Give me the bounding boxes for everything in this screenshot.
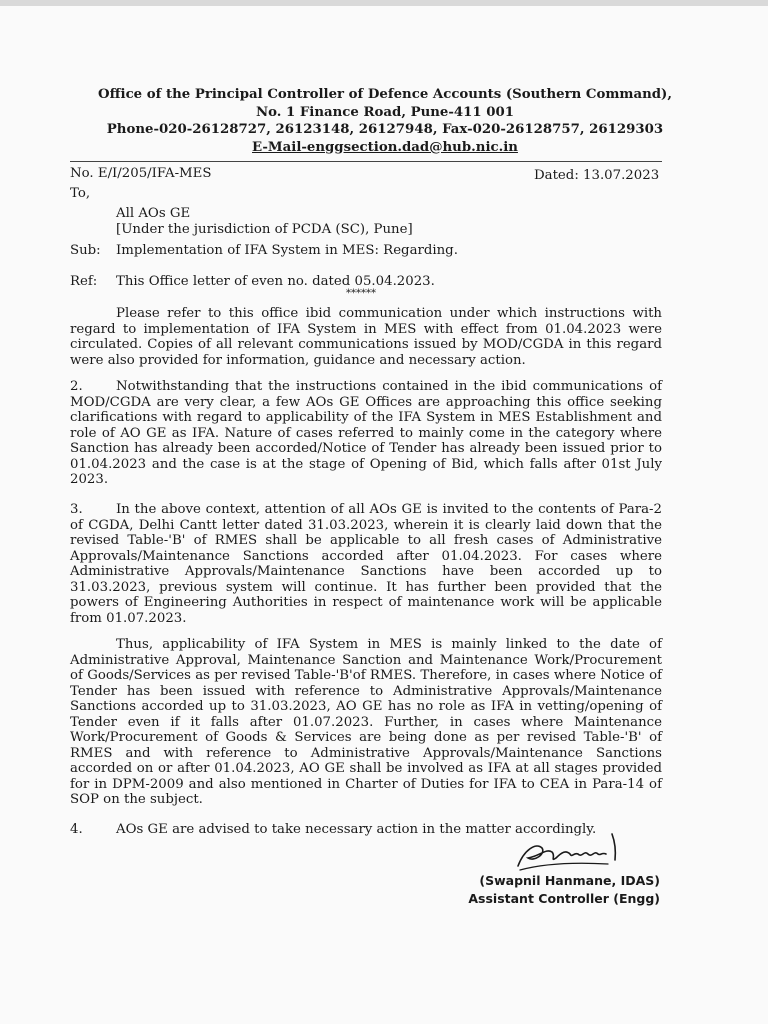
letter-date: Dated: 13.07.2023	[534, 168, 660, 183]
paragraph-5-number: 4.	[70, 822, 83, 837]
office-address: No. 1 Finance Road, Pune-411 001	[255, 104, 515, 120]
subject-label: Sub:	[70, 243, 101, 258]
reference-label: Ref:	[70, 274, 98, 289]
paragraph-3-number: 3.	[70, 502, 83, 517]
header-divider	[70, 161, 662, 162]
paragraph-4: Thus, applicability of IFA System in MES is mainly linked to the date of Administrative Approval, Maintenance Sanction and Maintenance Work/Procurement of Goods/Services as per revised Table-'B'of RMES. Therefore, in cases where Notice of Tender has been issued with reference to Administrative Approvals/Maintenance Sanctions accorded up to 31.03.2023, AO GE has no role as IFA in vetting/opening of Tender even if it falls after 01.07.2023. Further, in cases where Maintenance Work/Procurement of Goods & Services are being done as per revised Table-'B' of RMES and with reference to Administrative Approvals/Maintenance Sanctions accorded on or after 01.04.2023, AO GE shall be involved as IFA at all stages provided for in DPM-2009 and also mentioned in Charter of Duties for IFA to CEA in Para-14 of SOP on the subject.	[70, 637, 662, 807]
paragraph-2-number: 2.	[70, 379, 83, 394]
recipient-line1: All AOs GE	[116, 206, 191, 221]
signature-block	[468, 872, 660, 908]
paragraph-3: In the above context, attention of all AOs GE is invited to the contents of Para-2 of CGDA, Delhi Cantt letter dated 31.03.2023, wherein it is clearly laid down that the revised Table-'B' of RMES shall be applicable to all fresh cases of Administrative Approvals/Maintenance Sanctions accorded after 01.04.2023. For cases where Administrative Approvals/Maintenance Sanctions have been accorded up to 31.03.2023, previous system will continue. It has further been provided that the powers of Engineering Authorities in respect of maintenance work will be applicable from 01.07.2023.	[70, 502, 662, 626]
to-label: To,	[70, 186, 91, 201]
paragraph-1: Please refer to this office ibid communication under which instructions with regard to implementation of IFA System in MES with effect from 01.04.2023 were circulated. Copies of all relevant communications issued by MOD/CGDA in this regard were also provided for information, guidance and necessary action.	[70, 306, 662, 368]
signatory-name: (Swapnil Hanmane, IDAS)	[479, 873, 660, 888]
reference-text: This Office letter of even no. dated 05.04.2023.	[116, 274, 435, 289]
subject-text: Implementation of IFA System in MES: Regarding.	[116, 243, 458, 258]
office-phone: Phone-020-26128727, 26123148, 26127948, Fax-020-26128757, 26129303	[106, 122, 664, 137]
separator: ******	[346, 288, 376, 299]
signatory-designation: Assistant Controller (Engg)	[468, 891, 660, 906]
recipient-line2: [Under the jurisdiction of PCDA (SC), Pune]	[116, 222, 413, 237]
office-name: Office of the Principal Controller of Defence Accounts (Southern Command),	[98, 87, 672, 102]
scan-edge	[0, 0, 768, 6]
handwritten-signature	[512, 828, 632, 876]
paragraph-2: Notwithstanding that the instructions contained in the ibid communications of MOD/CGDA are very clear, a few AOs GE Offices are approaching this office seeking clarifications with regard to applicability of the IFA System in MES Establishment and role of AO GE as IFA. Nature of cases referred to mainly come in the category where Sanction has already been accorded/Notice of Tender has already been issued prior to 01.04.2023 and the case is at the stage of Opening of Bid, which falls after 01st July 2023.	[70, 379, 662, 487]
letter-number: No. E/I/205/IFA-MES	[70, 166, 212, 181]
paragraph-5: AOs GE are advised to take necessary action in the matter accordingly.	[116, 822, 597, 837]
letterhead	[60, 86, 710, 156]
office-email: E-Mail-enggsection.dad@hub.nic.in	[252, 139, 518, 155]
